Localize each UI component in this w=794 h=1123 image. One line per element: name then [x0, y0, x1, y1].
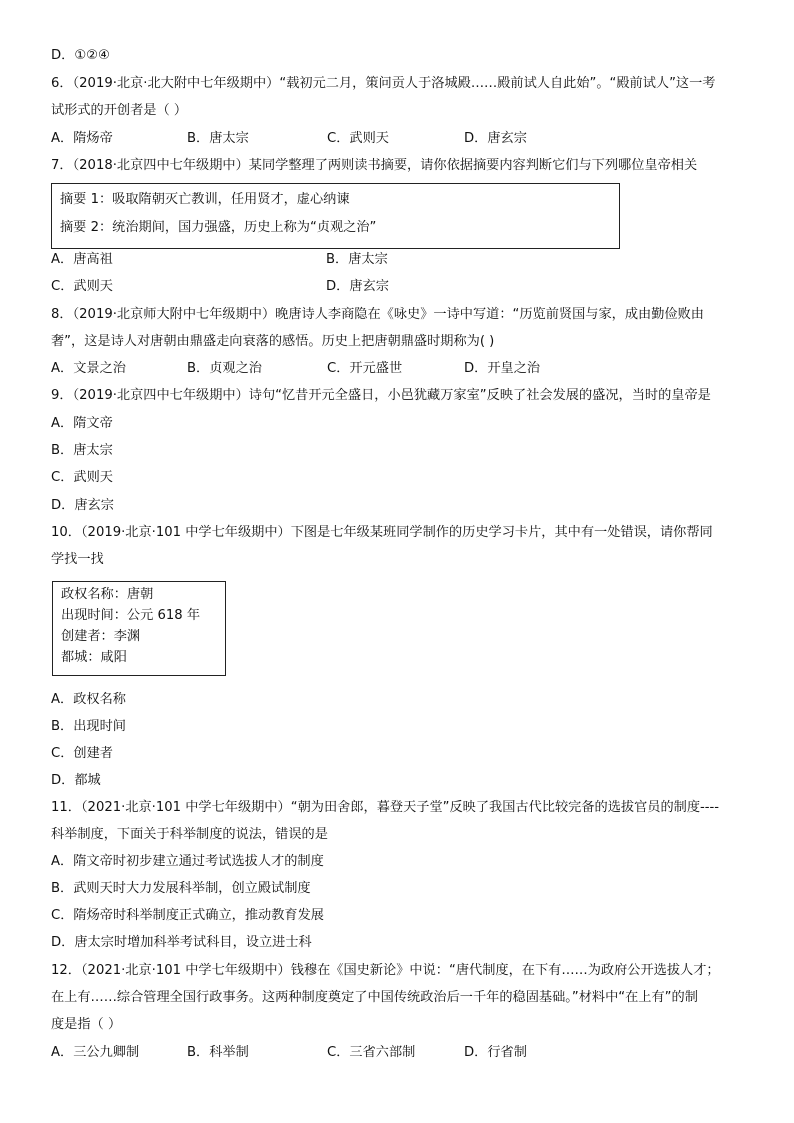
q9-option-a[interactable]: A．隋文帝 [51, 416, 113, 431]
q10-stem-line2: 学找一找 [51, 552, 104, 567]
q11-stem-line1: 11．（2021·北京·101 中学七年级期中）“朝为田舍郎，暮登天子堂”反映了我国古代比较完备的选拔官员的制度---- [51, 800, 720, 815]
q7-abstract-box [51, 183, 620, 249]
q9-option-c[interactable]: C．武则天 [51, 470, 113, 485]
q8-stem-line1: 8．（2019·北京师大附中七年级期中）晚唐诗人李商隐在《咏史》一诗中写道：“历览前贤国与家，成由勤俭败由 [51, 307, 704, 322]
q7-stem-line1: 7．（2018·北京四中七年级期中）某同学整理了两则读书摘要，请你依据摘要内容判断它们与下列哪位皇帝相关 [51, 158, 698, 173]
q10-option-d[interactable]: D．都城 [51, 773, 101, 788]
q10-history-card [52, 581, 226, 676]
q6-option-a[interactable]: A．隋炀帝 [51, 131, 113, 146]
q11-option-d[interactable]: D．唐太宗时增加科举考试科目，设立进士科 [51, 935, 312, 950]
q8-option-d[interactable]: D．开皇之治 [464, 361, 541, 376]
q11-option-a[interactable]: A．隋文帝时初步建立通过考试选拔人才的制度 [51, 854, 324, 869]
q8-option-a[interactable]: A．文景之治 [51, 361, 126, 376]
q7-option-d[interactable]: D．唐玄宗 [326, 279, 389, 294]
q10-option-c[interactable]: C．创建者 [51, 746, 113, 761]
q12-option-c[interactable]: C．三省六部制 [327, 1045, 416, 1060]
q9-option-d[interactable]: D．唐玄宗 [51, 498, 114, 513]
q6-option-c[interactable]: C．武则天 [327, 131, 389, 146]
q12-stem-line2: 在上有……综合管理全国行政事务。这两种制度奠定了中国传统政治后一千年的稳固基础。”材料中“在上有”的制 [51, 990, 698, 1005]
q10-card-founder: 创建者：李渊 [61, 629, 141, 644]
prev-option-d[interactable]: D．①②④ [51, 48, 110, 63]
q6-stem-line2: 试形式的开创者是（ ） [51, 103, 188, 118]
q10-card-regime: 政权名称：唐朝 [61, 587, 154, 602]
q8-option-b[interactable]: B．贞观之治 [187, 361, 262, 376]
q12-option-a[interactable]: A．三公九卿制 [51, 1045, 140, 1060]
q7-option-c[interactable]: C．武则天 [51, 279, 113, 294]
q9-option-b[interactable]: B．唐太宗 [51, 443, 113, 458]
q12-stem-line3: 度是指（ ） [51, 1017, 122, 1032]
q8-stem-line2: 奢”，这是诗人对唐朝由鼎盛走向衰落的感悟。历史上把唐朝鼎盛时期称为( ) [51, 334, 495, 349]
q12-option-b[interactable]: B．科举制 [187, 1045, 249, 1060]
q12-option-d[interactable]: D．行省制 [464, 1045, 527, 1060]
q10-card-time: 出现时间：公元 618 年 [61, 608, 201, 623]
q6-stem-line1: 6．（2019·北京·北大附中七年级期中）“载初元二月，策问贡人于洛城殿……殿前试人自此始”。“殿前试人”这一考 [51, 76, 716, 91]
q7-abstract-2: 摘要 2：统治期间，国力强盛，历史上称为“贞观之治” [60, 220, 377, 235]
q9-stem-line1: 9．（2019·北京四中七年级期中）诗句“忆昔开元全盛日，小邑犹藏万家室”反映了社会发展的盛况，当时的皇帝是 [51, 388, 711, 403]
q12-stem-line1: 12．（2021·北京·101 中学七年级期中）钱穆在《国史新论》中说：“唐代制度，在下有……为政府公开选拔人才； [51, 963, 720, 978]
q10-stem-line1: 10．（2019·北京·101 中学七年级期中）下图是七年级某班同学制作的历史学习卡片，其中有一处错误，请你帮同 [51, 525, 713, 540]
q11-stem-line2: 科举制度，下面关于科举制度的说法，错误的是 [51, 827, 328, 842]
q11-option-c[interactable]: C．隋炀帝时科举制度正式确立，推动教育发展 [51, 908, 324, 923]
q6-option-d[interactable]: D．唐玄宗 [464, 131, 527, 146]
q6-option-b[interactable]: B．唐太宗 [187, 131, 249, 146]
q10-option-a[interactable]: A．政权名称 [51, 692, 126, 707]
q7-option-b[interactable]: B．唐太宗 [326, 252, 388, 267]
q10-option-b[interactable]: B．出现时间 [51, 719, 126, 734]
q7-abstract-1: 摘要 1：吸取隋朝灭亡教训，任用贤才，虚心纳谏 [60, 192, 350, 207]
q7-option-a[interactable]: A．唐高祖 [51, 252, 113, 267]
q10-card-capital: 都城：咸阳 [61, 650, 127, 665]
q8-option-c[interactable]: C．开元盛世 [327, 361, 403, 376]
q11-option-b[interactable]: B．武则天时大力发展科举制，创立殿试制度 [51, 881, 311, 896]
